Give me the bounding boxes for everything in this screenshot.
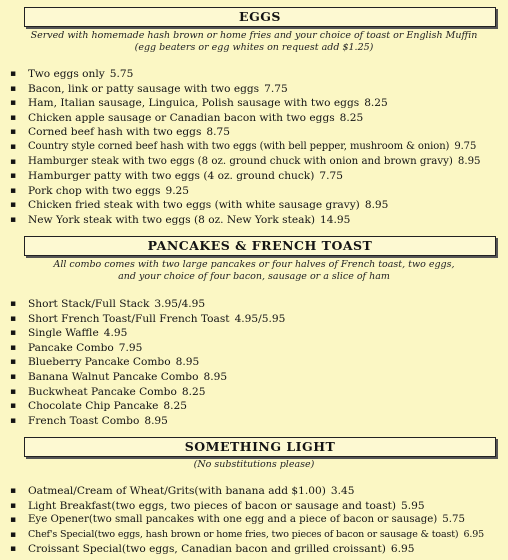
item-name: Blueberry Pancake Combo [28,356,171,369]
item-name: Light Breakfast(two eggs, two pieces of bacon or sausage and toast) [28,499,397,512]
item-name: Corned beef hash with two eggs [28,126,202,139]
menu-item [8,326,508,341]
menu-item [8,213,508,228]
item-price: 5.95 [401,499,425,512]
menu-item [8,125,508,140]
item-name: Banana Walnut Pancake Combo [28,370,199,383]
item-name: French Toast Combo [28,414,140,427]
menu-item [8,140,508,155]
section-header-eggs [24,7,496,27]
light-item-list [8,484,508,557]
item-name: Ham, Italian sausage, Linguica, Polish sausage with two eggs [28,97,360,110]
item-name: Country style corned beef hash with two eggs (with bell pepper, mushroom & onion) [28,140,450,152]
item-name: Buckwheat Pancake Combo [28,385,177,398]
item-price: 4.95/5.95 [234,312,286,325]
menu-item [8,198,508,213]
item-name: Short French Toast/Full French Toast [28,312,230,325]
item-name: Chicken apple sausage or Canadian bacon with two eggs [28,111,335,124]
menu-item [8,355,508,370]
item-price: 5.75 [442,514,465,526]
item-name: Hamburger patty with two eggs (4 oz. ground chuck) [28,170,315,183]
menu-item [8,111,508,126]
section-note: (No substitutions please) [193,459,315,470]
item-name: Two eggs only [28,68,105,80]
section-title: SOMETHING LIGHT [184,439,336,454]
item-price: 6.95 [390,543,415,556]
menu-item [8,542,508,557]
item-price: 4.95 [103,327,128,340]
item-price: 8.75 [206,126,230,139]
item-price: 3.45 [330,485,355,497]
item-price: 8.95 [144,414,168,427]
item-price: 8.95 [364,199,389,212]
item-price: 7.75 [264,82,288,95]
item-price: 8.25 [181,385,206,398]
menu-item [8,385,508,400]
menu-item [8,399,508,414]
item-name: Oatmeal/Cream of Wheat/Grits(with banana add $1.00) [28,485,326,497]
item-name: Eye Opener(two small pancakes with one egg and a piece of bacon or sausage) [28,514,438,526]
section-description: Served with homemade hash brown or home fries and your choice of toast or English Muffin [30,30,478,41]
menu-item [8,414,508,429]
item-price: 8.95 [203,370,228,383]
menu-item [8,513,508,528]
menu-item [8,499,508,514]
eggs-item-list [8,67,508,228]
section-description: All combo comes with two large pancakes or four halves of French toast, two eggs, [53,259,455,270]
item-price: 8.25 [163,400,188,413]
item-name: Short Stack/Full Stack [28,298,150,310]
section-title: EGGS [239,9,281,24]
section-header-pancakes [24,236,496,256]
menu-item [8,67,508,82]
item-price: 8.25 [364,97,388,110]
item-name: Pork chop with two eggs [28,184,161,197]
item-price: 14.95 [320,213,351,226]
menu-item [8,528,508,543]
item-name: New York steak with two eggs (8 oz. New York steak) [28,213,315,226]
item-name: Chef's Special(two eggs, hash brown or home fries, two pieces of bacon or sausage & toast) [28,528,459,540]
item-price: 9.75 [454,140,477,152]
item-name: Chicken fried steak with two eggs (with white sausage gravy) [28,199,360,212]
item-name: Bacon, link or patty sausage with two eggs [28,82,260,95]
item-price: 7.95 [118,341,143,354]
item-name: Single Waffle [28,327,99,340]
menu-item [8,370,508,385]
section-title: PANCAKES & FRENCH TOAST [147,238,373,253]
item-name: Chocolate Chip Pancake [28,400,159,413]
item-price: 8.95 [175,356,200,369]
item-price: 8.95 [457,155,481,167]
menu-item [8,484,508,499]
menu-item [8,312,508,327]
menu-item [8,184,508,199]
pancakes-item-list [8,297,508,428]
section-header-light [24,437,496,457]
menu-item [8,169,508,184]
section-description: and your choice of four bacon, sausage or a slice of ham [118,271,390,282]
item-price: 8.25 [339,111,364,124]
item-name: Pancake Combo [28,341,114,354]
item-name: Hamburger steak with two eggs (8 oz. ground chuck with onion and brown gravy) [28,155,453,167]
item-price: 5.75 [109,68,134,80]
item-price: 6.95 [463,528,484,540]
menu-item [8,82,508,97]
menu-item [8,297,508,312]
section-note: (egg beaters or egg whites on request add $1.25) [134,42,374,53]
item-price: 3.95/4.95 [154,298,206,310]
item-name: Croissant Special(two eggs, Canadian bacon and grilled croissant) [28,543,386,556]
menu-item [8,341,508,356]
item-price: 7.75 [319,170,343,183]
item-price: 9.25 [165,184,190,197]
menu-item [8,155,508,170]
menu-item [8,96,508,111]
